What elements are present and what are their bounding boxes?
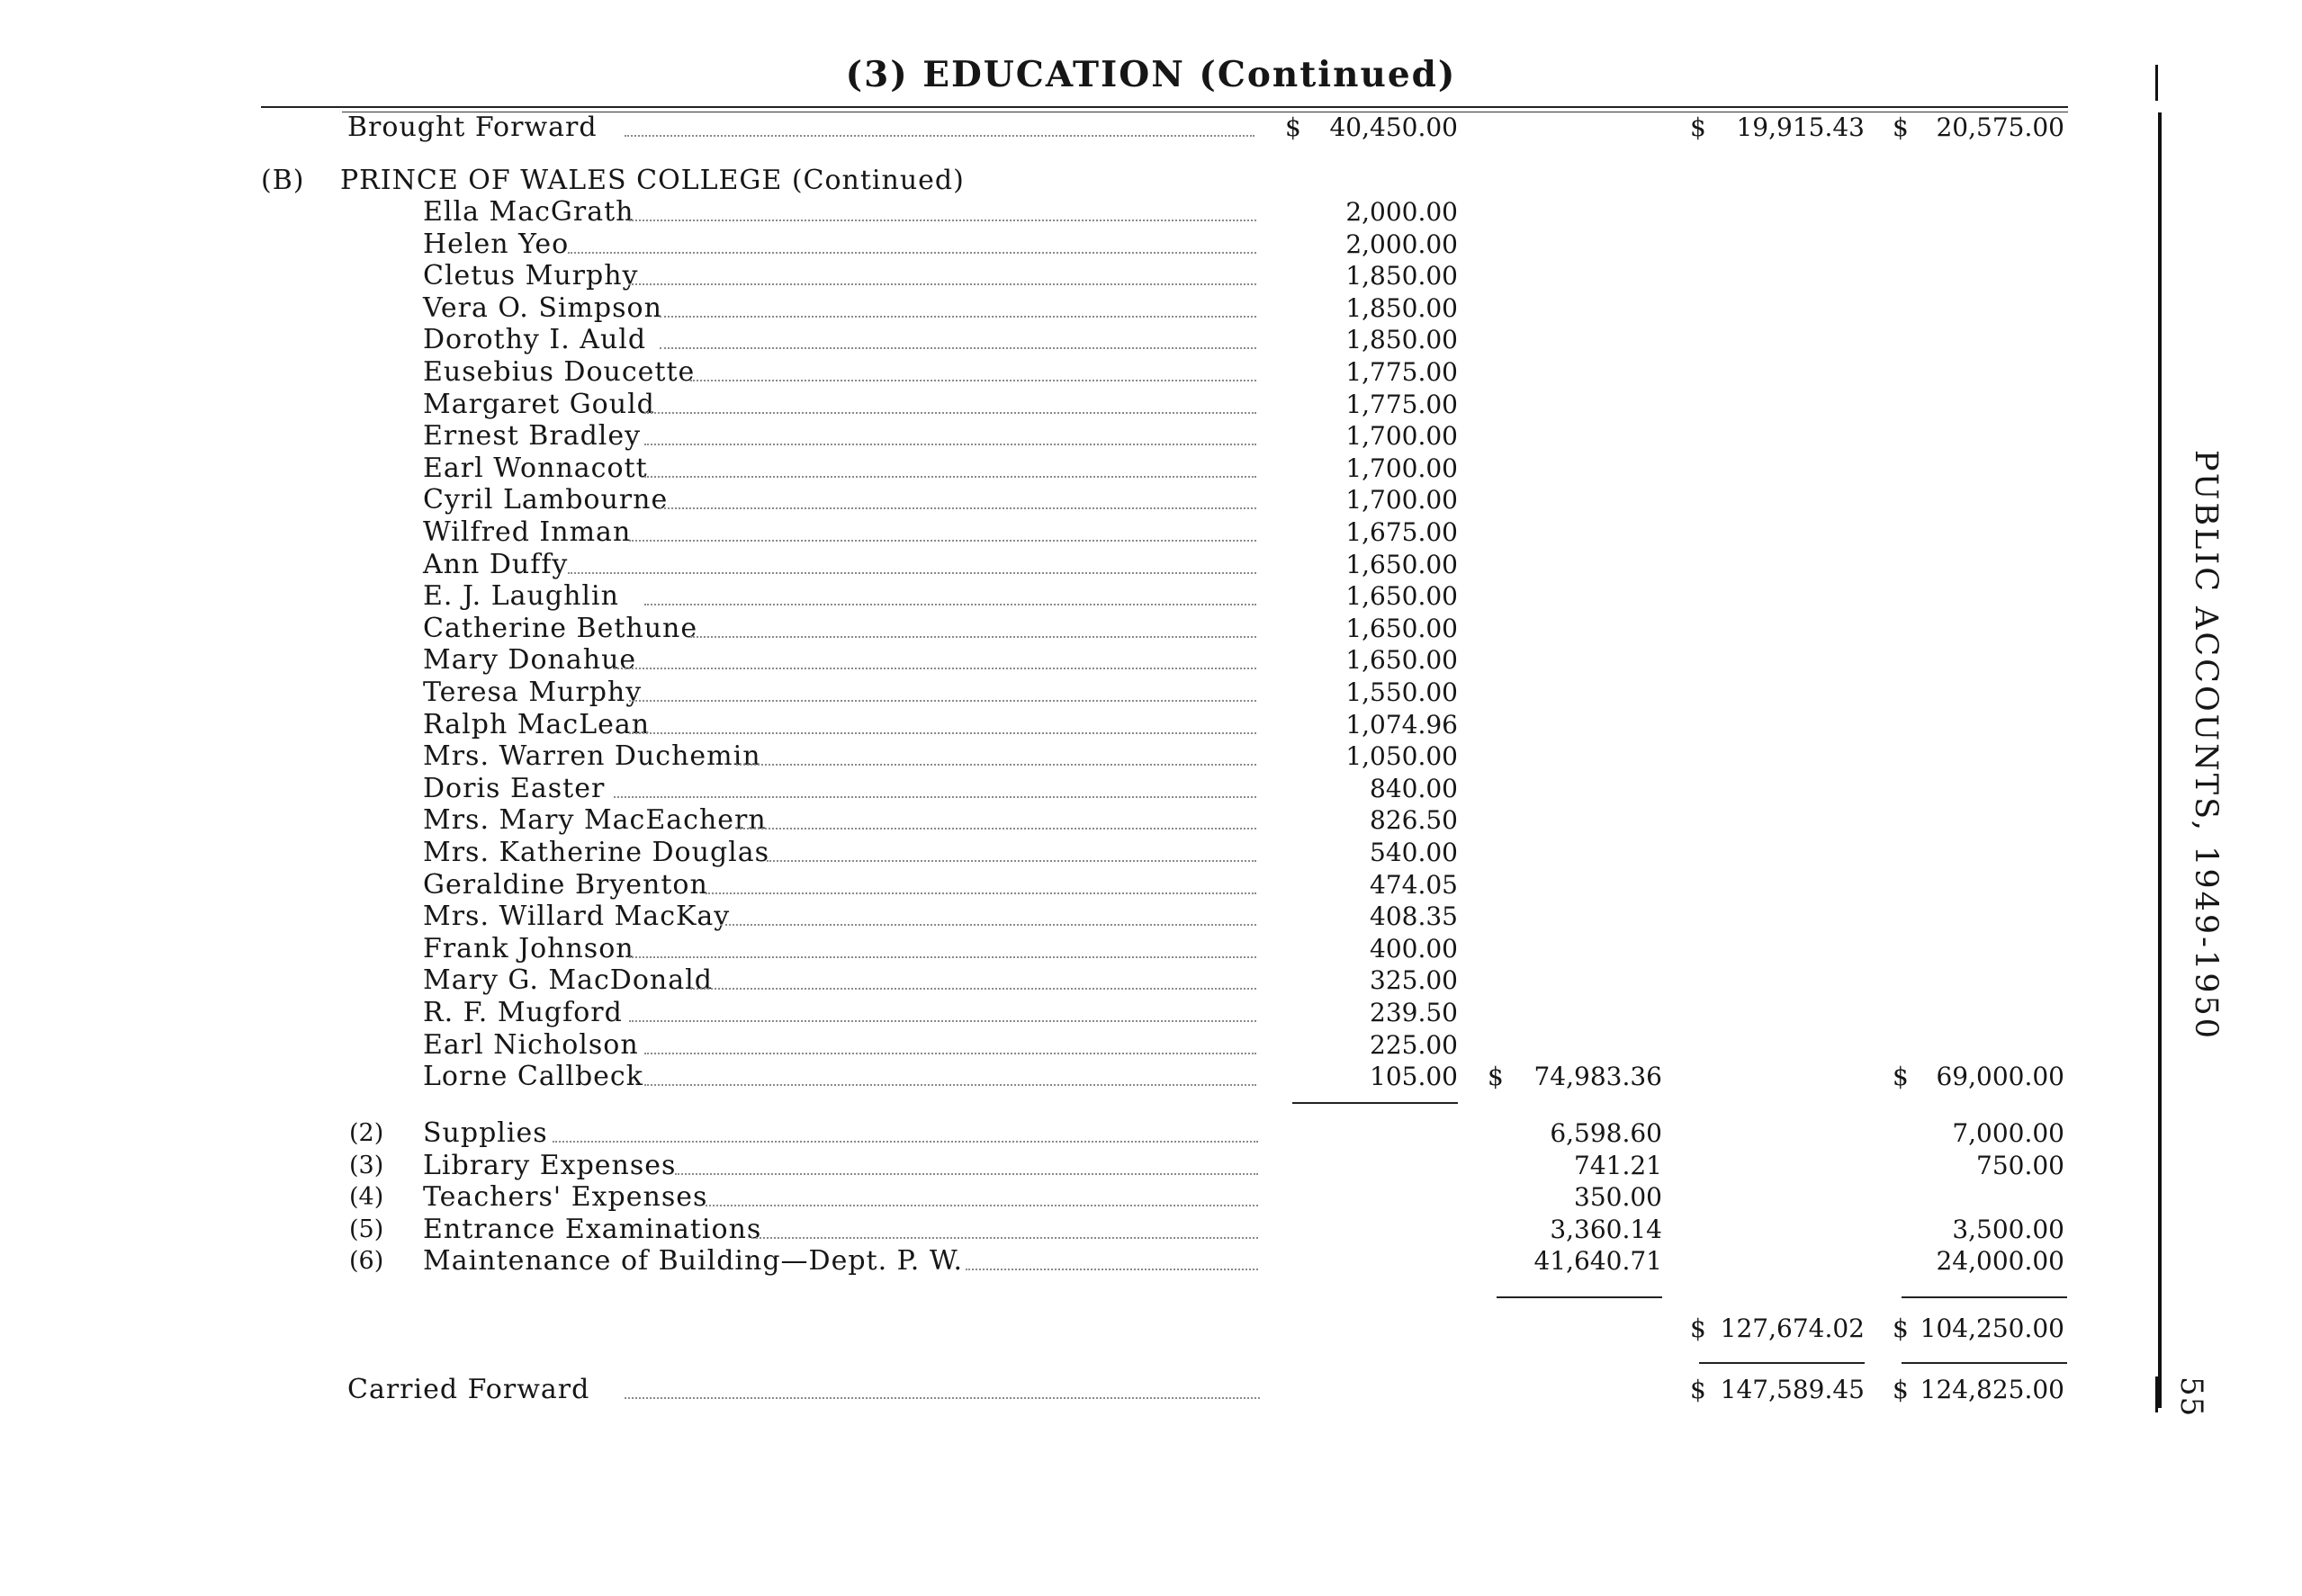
dot-leader: [629, 540, 1256, 542]
salaries-total: 74,983.36: [1533, 1062, 1662, 1091]
salary-name: Helen Yeo: [423, 229, 570, 260]
dollar-sign: $: [1488, 1062, 1504, 1091]
salary-row: [0, 677, 2302, 709]
salary-name: Frank Johnson: [423, 933, 634, 964]
expense-row: [0, 1150, 2302, 1182]
salary-amount: 1,850.00: [1345, 261, 1458, 291]
carried-forward-estimate: 124,825.00: [1920, 1375, 2064, 1404]
salary-name: Cyril Lambourne: [423, 484, 669, 516]
salary-row: [0, 453, 2302, 485]
dollar-sign: $: [1285, 112, 1301, 142]
salary-name: Ernest Bradley: [423, 420, 642, 452]
salary-name: Geraldine Bryenton: [423, 869, 708, 901]
salary-name: Ralph MacLean: [423, 709, 651, 740]
salary-row: [0, 229, 2302, 261]
salary-amount: 1,700.00: [1345, 421, 1458, 451]
salary-amount: 2,000.00: [1345, 197, 1458, 227]
estimate-total-rule: [1902, 1296, 2067, 1298]
salary-name: Dorothy I. Auld: [423, 324, 647, 355]
salary-row: [0, 196, 2302, 229]
carried-rule-c: [1699, 1362, 1865, 1364]
salary-row: [0, 1029, 2302, 1062]
dot-leader: [629, 220, 1256, 221]
item-number: (4): [349, 1183, 384, 1211]
dot-leader: [706, 1205, 1258, 1206]
salary-row: [0, 389, 2302, 421]
salary-amount: 1,675.00: [1345, 517, 1458, 547]
dot-leader: [690, 380, 1256, 381]
carried-forward-label: Carried Forward: [347, 1374, 590, 1405]
item-number: (6): [349, 1247, 384, 1275]
carried-rule-d: [1902, 1362, 2067, 1364]
dot-leader: [675, 1173, 1258, 1175]
dot-leader: [706, 892, 1256, 894]
salary-name: Mrs. Mary MacEachern: [423, 804, 767, 836]
salary-amount: 1,650.00: [1345, 614, 1458, 643]
salary-name: Ann Duffy: [423, 549, 569, 580]
salary-amount: 1,550.00: [1345, 677, 1458, 707]
salary-name: Vera O. Simpson: [423, 292, 662, 324]
salary-name: Earl Wonnacott: [423, 453, 648, 484]
salary-name: Teresa Murphy: [423, 677, 643, 708]
dot-leader: [966, 1269, 1258, 1270]
dot-leader: [644, 476, 1256, 478]
section-heading: PRINCE OF WALES COLLEGE (Continued): [340, 165, 965, 196]
margin-tick: [2155, 65, 2158, 101]
dot-leader: [553, 1141, 1258, 1143]
expense-estimate: 750.00: [1976, 1151, 2064, 1180]
expense-estimate: 3,500.00: [1952, 1215, 2064, 1244]
section-heading-row: [0, 165, 2302, 197]
salary-name: Mary G. MacDonald: [423, 964, 713, 996]
dot-leader: [625, 135, 1254, 137]
dot-leader: [568, 252, 1256, 254]
salary-row: [0, 484, 2302, 516]
brought-forward-estimate: 20,575.00: [1936, 112, 2064, 142]
margin-tick: [2155, 1376, 2158, 1412]
salary-amount: 540.00: [1370, 838, 1458, 867]
dot-leader: [660, 347, 1256, 349]
salary-row: [0, 580, 2302, 613]
salary-row: [0, 773, 2302, 805]
dot-leader: [629, 732, 1256, 734]
salary-amount: 2,000.00: [1345, 229, 1458, 259]
salary-row: [0, 709, 2302, 741]
salary-name: Mary Donahue: [423, 644, 637, 676]
dot-leader: [767, 860, 1256, 862]
salary-name: Cletus Murphy: [423, 260, 639, 291]
salary-name: Catherine Bethune: [423, 613, 698, 644]
expense-estimate: 24,000.00: [1936, 1246, 2064, 1276]
salary-amount: 1,775.00: [1345, 357, 1458, 387]
salary-amount: 325.00: [1370, 965, 1458, 995]
brought-forward-label: Brought Forward: [347, 112, 598, 143]
salary-amount: 239.50: [1370, 998, 1458, 1027]
expense-label: Entrance Examinations: [423, 1214, 762, 1245]
dot-leader: [690, 636, 1256, 638]
expense-row: [0, 1181, 2302, 1214]
dot-leader: [736, 764, 1256, 766]
salary-amount: 400.00: [1370, 934, 1458, 964]
salary-amount: 1,650.00: [1345, 645, 1458, 675]
expense-label: Teachers' Expenses: [423, 1181, 708, 1213]
salary-row: [0, 420, 2302, 453]
salary-total-rule: [1292, 1102, 1458, 1104]
expense-row: [0, 1214, 2302, 1246]
margin-rule: [2158, 112, 2162, 1408]
salary-row: [0, 740, 2302, 773]
salary-amount: 1,850.00: [1345, 293, 1458, 323]
salary-name: Ella MacGrath: [423, 196, 634, 228]
salary-row: [0, 549, 2302, 581]
salary-row: [0, 260, 2302, 292]
dot-leader: [660, 507, 1256, 509]
page-title: (3) EDUCATION (Continued): [845, 54, 1457, 95]
salary-row: [0, 837, 2302, 869]
dot-leader: [644, 444, 1256, 445]
salary-amount: 840.00: [1370, 774, 1458, 803]
salary-name: Earl Nicholson: [423, 1029, 639, 1061]
expense-amount: 741.21: [1574, 1151, 1662, 1180]
salary-amount: 1,850.00: [1345, 325, 1458, 354]
salary-amount: 105.00: [1370, 1062, 1458, 1091]
dot-leader: [736, 828, 1256, 829]
expense-row: [0, 1245, 2302, 1278]
salary-row: [0, 292, 2302, 325]
salary-amount: 826.50: [1370, 805, 1458, 835]
section-total-estimate: 104,250.00: [1920, 1314, 2064, 1343]
dollar-sign: $: [1893, 1062, 1909, 1091]
salary-name: Doris Easter: [423, 773, 606, 804]
dot-leader: [644, 604, 1256, 605]
section-total-expended: 127,674.02: [1720, 1314, 1865, 1343]
salary-row: [0, 613, 2302, 645]
dot-leader: [644, 412, 1256, 414]
salary-row: [0, 804, 2302, 837]
dot-leader: [625, 1397, 1260, 1399]
expense-label: Maintenance of Building—Dept. P. W.: [423, 1245, 963, 1277]
salary-amount: 1,650.00: [1345, 550, 1458, 579]
dot-leader: [629, 1020, 1256, 1022]
dot-leader: [644, 1084, 1256, 1086]
salary-row: [0, 869, 2302, 901]
dollar-sign: $: [1893, 112, 1909, 142]
salary-row: [0, 901, 2302, 933]
expense-amount: 6,598.60: [1550, 1118, 1662, 1148]
section-mark: (B): [261, 165, 305, 196]
salary-name: Margaret Gould: [423, 389, 655, 420]
brought-forward-salaries: 40,450.00: [1329, 112, 1458, 142]
expense-label: Library Expenses: [423, 1150, 677, 1181]
dollar-sign: $: [1893, 1314, 1909, 1343]
salary-amount: 1,650.00: [1345, 581, 1458, 611]
salary-amount: 474.05: [1370, 870, 1458, 900]
item-number: (2): [349, 1119, 384, 1147]
dot-leader: [644, 1053, 1256, 1054]
salary-name: Lorne Callbeck: [423, 1061, 643, 1092]
carried-forward-row: [0, 1374, 2302, 1406]
dollar-sign: $: [1690, 112, 1706, 142]
dot-leader: [629, 956, 1256, 958]
salary-row: [0, 356, 2302, 389]
expense-row: [0, 1117, 2302, 1150]
salary-name: Eusebius Doucette: [423, 356, 696, 388]
running-title: PUBLIC ACCOUNTS, 1949-1950: [2188, 450, 2224, 1042]
dot-leader: [629, 700, 1256, 702]
salary-row: [0, 644, 2302, 677]
salary-amount: 1,700.00: [1345, 453, 1458, 483]
expense-label: Supplies: [423, 1117, 548, 1149]
salary-row: [0, 997, 2302, 1029]
expense-total-rule: [1497, 1296, 1662, 1298]
carried-forward-expended: 147,589.45: [1720, 1375, 1865, 1404]
salary-amount: 225.00: [1370, 1030, 1458, 1060]
salary-row: [0, 933, 2302, 965]
salary-row: [0, 964, 2302, 997]
expense-amount: 350.00: [1574, 1182, 1662, 1212]
salary-name: R. F. Mugford: [423, 997, 623, 1028]
dollar-sign: $: [1893, 1375, 1909, 1404]
page-number: 55: [2173, 1376, 2209, 1418]
salary-row: [0, 1061, 2302, 1093]
dollar-sign: $: [1690, 1314, 1706, 1343]
item-number: (5): [349, 1215, 384, 1243]
expense-estimate: 7,000.00: [1952, 1118, 2064, 1148]
brought-forward-row: [0, 112, 2302, 144]
dot-leader: [614, 796, 1256, 798]
salary-amount: 1,775.00: [1345, 390, 1458, 419]
salaries-estimate: 69,000.00: [1936, 1062, 2064, 1091]
brought-forward-expended: 19,915.43: [1736, 112, 1865, 142]
item-number: (3): [349, 1152, 384, 1179]
salary-amount: 1,700.00: [1345, 485, 1458, 515]
salary-name: Mrs. Katherine Douglas: [423, 837, 770, 868]
salary-name: Mrs. Willard MacKay: [423, 901, 731, 932]
expense-amount: 41,640.71: [1533, 1246, 1662, 1276]
dot-leader: [614, 668, 1256, 669]
dot-leader: [690, 988, 1256, 990]
salary-name: Wilfred Inman: [423, 516, 632, 548]
dot-leader: [721, 924, 1256, 926]
dot-leader: [629, 283, 1256, 285]
salary-amount: 1,050.00: [1345, 741, 1458, 771]
dot-leader: [568, 572, 1256, 574]
salary-amount: 1,074.96: [1345, 710, 1458, 740]
salary-row: [0, 324, 2302, 356]
salary-amount: 408.35: [1370, 901, 1458, 931]
section-total-row: [0, 1313, 2302, 1345]
expense-amount: 3,360.14: [1550, 1215, 1662, 1244]
salary-row: [0, 516, 2302, 549]
dot-leader: [751, 1237, 1258, 1239]
salary-name: Mrs. Warren Duchemin: [423, 740, 761, 772]
dollar-sign: $: [1690, 1375, 1706, 1404]
salary-name: E. J. Laughlin: [423, 580, 619, 612]
dot-leader: [660, 316, 1256, 318]
